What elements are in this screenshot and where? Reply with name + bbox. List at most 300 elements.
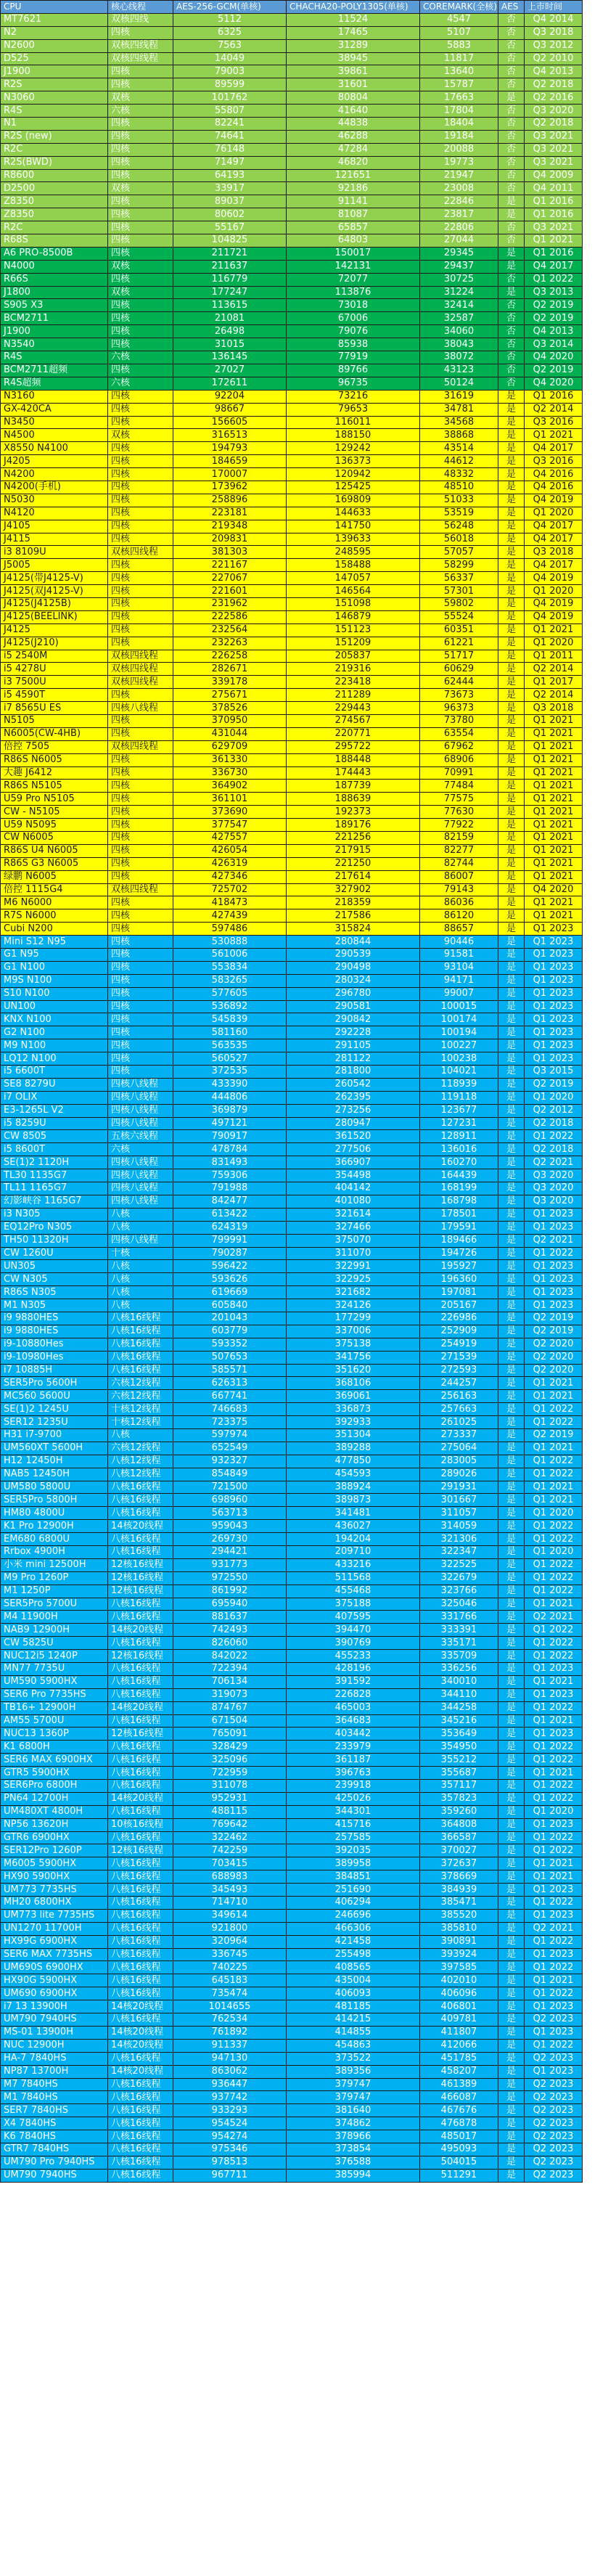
cell-cpu[interactable]: R86S U4 N6005 bbox=[1, 844, 108, 857]
cell-cpu[interactable]: Rrbox 4900H bbox=[1, 1545, 108, 1558]
cell-coremark[interactable]: 364808 bbox=[420, 1818, 498, 1831]
table-row[interactable] bbox=[1, 844, 583, 857]
cell-coremark[interactable]: 68906 bbox=[420, 753, 498, 766]
cell-date[interactable]: Q1 2021 bbox=[525, 870, 583, 883]
cell-chacha[interactable]: 375070 bbox=[287, 1234, 420, 1247]
cell-aes256[interactable]: 881637 bbox=[173, 1611, 287, 1624]
cell-cpu[interactable]: R4S超频 bbox=[1, 377, 108, 390]
table-row[interactable] bbox=[1, 1234, 583, 1247]
cell-date[interactable]: Q1 2023 bbox=[525, 1273, 583, 1286]
cell-coremark[interactable]: 119118 bbox=[420, 1091, 498, 1104]
cell-aes256[interactable]: 921800 bbox=[173, 1922, 287, 1935]
cell-cores[interactable]: 八核16线程 bbox=[108, 1507, 173, 1520]
cell-cores[interactable]: 四核 bbox=[108, 819, 173, 832]
cell-chacha[interactable]: 205837 bbox=[287, 650, 420, 663]
cell-aes[interactable]: 是 bbox=[498, 623, 525, 637]
cell-cores[interactable]: 四核 bbox=[108, 299, 173, 312]
cell-coremark[interactable]: 34568 bbox=[420, 416, 498, 429]
table-row[interactable] bbox=[1, 1299, 583, 1312]
cell-aes256[interactable]: 258896 bbox=[173, 494, 287, 507]
cell-aes[interactable]: 是 bbox=[498, 195, 525, 208]
cell-cpu[interactable]: D525 bbox=[1, 52, 108, 65]
cell-cpu[interactable]: N6005(CW-4HB) bbox=[1, 727, 108, 740]
cell-coremark[interactable]: 196360 bbox=[420, 1273, 498, 1286]
cell-date[interactable]: Q1 2023 bbox=[525, 1013, 583, 1026]
cell-aes[interactable]: 是 bbox=[498, 1442, 525, 1455]
cell-coremark[interactable]: 73673 bbox=[420, 689, 498, 702]
cell-aes256[interactable]: 79003 bbox=[173, 65, 287, 78]
cell-aes256[interactable]: 427346 bbox=[173, 870, 287, 883]
cell-date[interactable]: Q1 2021 bbox=[525, 806, 583, 819]
cell-date[interactable]: Q4 2011 bbox=[525, 182, 583, 195]
cell-cores[interactable]: 四核 bbox=[108, 780, 173, 793]
cell-aes256[interactable]: 232263 bbox=[173, 637, 287, 650]
cell-cores[interactable]: 四核 bbox=[108, 961, 173, 974]
cell-aes256[interactable]: 698960 bbox=[173, 1494, 287, 1507]
cell-aes256[interactable]: 177247 bbox=[173, 286, 287, 299]
cell-date[interactable]: Q3 2015 bbox=[525, 1066, 583, 1079]
cell-date[interactable]: Q4 2016 bbox=[525, 468, 583, 481]
cell-coremark[interactable]: 29437 bbox=[420, 260, 498, 273]
cell-cores[interactable]: 八核16线程 bbox=[108, 1987, 173, 2000]
cell-chacha[interactable]: 425026 bbox=[287, 1792, 420, 1805]
cell-aes[interactable]: 是 bbox=[498, 961, 525, 974]
table-row[interactable] bbox=[1, 2156, 583, 2169]
cell-date[interactable]: Q1 2022 bbox=[525, 1741, 583, 1754]
cell-date[interactable]: Q1 2022 bbox=[525, 1416, 583, 1429]
cell-cpu[interactable]: SER7 7840HS bbox=[1, 2104, 108, 2117]
cell-cores[interactable]: 四核 bbox=[108, 221, 173, 234]
cell-cpu[interactable]: N1 bbox=[1, 118, 108, 131]
cell-coremark[interactable]: 57057 bbox=[420, 546, 498, 559]
table-row[interactable] bbox=[1, 377, 583, 390]
cell-chacha[interactable]: 327902 bbox=[287, 883, 420, 896]
table-row[interactable] bbox=[1, 1727, 583, 1741]
cell-date[interactable]: Q1 2023 bbox=[525, 923, 583, 936]
cell-date[interactable]: Q1 2011 bbox=[525, 650, 583, 663]
cell-aes[interactable]: 否 bbox=[498, 169, 525, 182]
cell-aes256[interactable]: 339178 bbox=[173, 676, 287, 689]
cell-aes[interactable]: 是 bbox=[498, 1767, 525, 1780]
cell-chacha[interactable]: 89766 bbox=[287, 364, 420, 377]
cell-cores[interactable]: 14核20线程 bbox=[108, 2000, 173, 2013]
cell-cores[interactable]: 八核16线程 bbox=[108, 1909, 173, 1922]
cell-date[interactable]: Q2 2012 bbox=[525, 1104, 583, 1117]
cell-chacha[interactable]: 403442 bbox=[287, 1727, 420, 1741]
cell-aes[interactable]: 是 bbox=[498, 637, 525, 650]
cell-cores[interactable]: 四核 bbox=[108, 507, 173, 520]
cell-cores[interactable]: 四核 bbox=[108, 1039, 173, 1052]
cell-cores[interactable]: 双核四线程 bbox=[108, 39, 173, 52]
cell-coremark[interactable]: 322679 bbox=[420, 1571, 498, 1585]
cell-chacha[interactable]: 290539 bbox=[287, 949, 420, 962]
cell-coremark[interactable]: 168199 bbox=[420, 1182, 498, 1195]
cell-cores[interactable]: 双核四线程 bbox=[108, 883, 173, 896]
cell-chacha[interactable]: 218359 bbox=[287, 896, 420, 909]
cell-cpu[interactable]: J4105 bbox=[1, 520, 108, 533]
cell-cores[interactable]: 14核20线程 bbox=[108, 1624, 173, 1637]
cell-cores[interactable]: 四核 bbox=[108, 689, 173, 702]
cell-cores[interactable]: 10核16线程 bbox=[108, 1818, 173, 1831]
cell-date[interactable]: Q1 2023 bbox=[525, 1052, 583, 1066]
cell-chacha[interactable]: 454593 bbox=[287, 1468, 420, 1481]
cell-date[interactable]: Q1 2020 bbox=[525, 1091, 583, 1104]
cell-cores[interactable]: 八核16线程 bbox=[108, 2156, 173, 2169]
cell-cores[interactable]: 四核 bbox=[108, 832, 173, 845]
table-row[interactable] bbox=[1, 1286, 583, 1299]
cell-aes256[interactable]: 381303 bbox=[173, 546, 287, 559]
cell-coremark[interactable]: 178501 bbox=[420, 1208, 498, 1221]
cell-coremark[interactable]: 397585 bbox=[420, 1961, 498, 1974]
cell-cores[interactable]: 八核16线程 bbox=[108, 2052, 173, 2065]
cell-aes[interactable]: 是 bbox=[498, 1195, 525, 1208]
cell-cpu[interactable]: Cubi N200 bbox=[1, 923, 108, 936]
table-row[interactable] bbox=[1, 234, 583, 248]
table-row[interactable] bbox=[1, 182, 583, 195]
cell-date[interactable]: Q1 2022 bbox=[525, 1247, 583, 1260]
cell-cores[interactable]: 14核20线程 bbox=[108, 2065, 173, 2078]
cell-aes[interactable]: 是 bbox=[498, 663, 525, 676]
cell-aes[interactable]: 是 bbox=[498, 753, 525, 766]
cell-aes[interactable]: 是 bbox=[498, 1066, 525, 1079]
table-row[interactable] bbox=[1, 1558, 583, 1571]
table-row[interactable] bbox=[1, 247, 583, 260]
cell-cpu[interactable]: i3 8109U bbox=[1, 546, 108, 559]
cell-aes256[interactable]: 667741 bbox=[173, 1390, 287, 1403]
table-row[interactable] bbox=[1, 1831, 583, 1844]
cell-cpu[interactable]: R68S bbox=[1, 234, 108, 248]
cell-cores[interactable]: 八核16线程 bbox=[108, 1767, 173, 1780]
cell-chacha[interactable]: 257585 bbox=[287, 1831, 420, 1844]
cell-coremark[interactable]: 23008 bbox=[420, 182, 498, 195]
cell-coremark[interactable]: 340010 bbox=[420, 1675, 498, 1688]
cell-aes256[interactable]: 742493 bbox=[173, 1624, 287, 1637]
cell-chacha[interactable]: 67006 bbox=[287, 312, 420, 325]
cell-chacha[interactable]: 188639 bbox=[287, 793, 420, 806]
cell-aes[interactable]: 是 bbox=[498, 1598, 525, 1611]
cell-cpu[interactable]: i3 7500U bbox=[1, 676, 108, 689]
cell-date[interactable]: Q1 2023 bbox=[525, 1286, 583, 1299]
cell-cores[interactable]: 四核 bbox=[108, 896, 173, 909]
cell-aes256[interactable]: 1014655 bbox=[173, 2000, 287, 2013]
cell-cpu[interactable]: UM690 6900HX bbox=[1, 1987, 108, 2000]
cell-cpu[interactable]: GX-420CA bbox=[1, 403, 108, 416]
cell-cores[interactable]: 五核六线程 bbox=[108, 1130, 173, 1143]
table-row[interactable] bbox=[1, 1377, 583, 1390]
cell-chacha[interactable]: 281800 bbox=[287, 1066, 420, 1079]
cell-date[interactable]: Q2 2020 bbox=[525, 1364, 583, 1377]
cell-cores[interactable]: 四核八线程 bbox=[108, 1117, 173, 1130]
cell-aes[interactable]: 是 bbox=[498, 857, 525, 870]
cell-coremark[interactable]: 226986 bbox=[420, 1312, 498, 1325]
cell-coremark[interactable]: 17663 bbox=[420, 91, 498, 105]
cell-date[interactable]: Q1 2022 bbox=[525, 1468, 583, 1481]
cell-coremark[interactable]: 256163 bbox=[420, 1390, 498, 1403]
cell-aes[interactable]: 是 bbox=[498, 546, 525, 559]
cell-cpu[interactable]: AM55 5700U bbox=[1, 1714, 108, 1727]
cell-aes256[interactable]: 5112 bbox=[173, 13, 287, 26]
cell-cores[interactable]: 四核 bbox=[108, 312, 173, 325]
cell-aes256[interactable]: 978513 bbox=[173, 2156, 287, 2169]
table-row[interactable] bbox=[1, 1013, 583, 1026]
cell-aes[interactable]: 是 bbox=[498, 1987, 525, 2000]
cell-chacha[interactable]: 46820 bbox=[287, 156, 420, 169]
cell-cores[interactable]: 八核16线程 bbox=[108, 1675, 173, 1688]
cell-cpu[interactable]: G1 N100 bbox=[1, 961, 108, 974]
cell-aes[interactable]: 是 bbox=[498, 1494, 525, 1507]
cell-aes256[interactable]: 294421 bbox=[173, 1545, 287, 1558]
cell-coremark[interactable]: 82744 bbox=[420, 857, 498, 870]
cell-cpu[interactable]: NUC 12900H bbox=[1, 2039, 108, 2052]
cell-coremark[interactable]: 99007 bbox=[420, 987, 498, 1000]
cell-cores[interactable]: 八核16线程 bbox=[108, 2091, 173, 2104]
cell-aes[interactable]: 是 bbox=[498, 2065, 525, 2078]
cell-cores[interactable]: 八核16线程 bbox=[108, 1948, 173, 1961]
cell-aes256[interactable]: 626313 bbox=[173, 1377, 287, 1390]
cell-date[interactable]: Q1 2022 bbox=[525, 1792, 583, 1805]
cell-chacha[interactable]: 435004 bbox=[287, 1974, 420, 1987]
cell-aes[interactable]: 否 bbox=[498, 105, 525, 118]
cell-coremark[interactable]: 32587 bbox=[420, 312, 498, 325]
cell-cores[interactable]: 四核 bbox=[108, 857, 173, 870]
cell-chacha[interactable]: 260542 bbox=[287, 1078, 420, 1091]
cell-cores[interactable]: 四核八线程 bbox=[108, 1195, 173, 1208]
cell-cpu[interactable]: UM560XT 5600H bbox=[1, 1442, 108, 1455]
cell-date[interactable]: Q3 2018 bbox=[525, 546, 583, 559]
table-row[interactable] bbox=[1, 793, 583, 806]
cell-aes256[interactable]: 874767 bbox=[173, 1701, 287, 1714]
cell-cpu[interactable]: J4125(双J4125-V) bbox=[1, 585, 108, 598]
cell-aes256[interactable]: 325096 bbox=[173, 1754, 287, 1767]
cell-coremark[interactable]: 56018 bbox=[420, 533, 498, 546]
table-row[interactable] bbox=[1, 637, 583, 650]
cell-coremark[interactable]: 59802 bbox=[420, 597, 498, 610]
cell-date[interactable]: Q4 2019 bbox=[525, 610, 583, 623]
cell-date[interactable]: Q1 2020 bbox=[525, 585, 583, 598]
cell-cores[interactable]: 四核八线程 bbox=[108, 702, 173, 715]
cell-aes256[interactable]: 364902 bbox=[173, 780, 287, 793]
cell-aes256[interactable]: 652549 bbox=[173, 1442, 287, 1455]
cell-cpu[interactable]: J4205 bbox=[1, 455, 108, 468]
cell-cpu[interactable]: HA-7 7840HS bbox=[1, 2052, 108, 2065]
cell-chacha[interactable]: 354498 bbox=[287, 1169, 420, 1182]
cell-coremark[interactable]: 322347 bbox=[420, 1545, 498, 1558]
cell-chacha[interactable]: 364683 bbox=[287, 1714, 420, 1727]
cell-aes256[interactable]: 619669 bbox=[173, 1286, 287, 1299]
cell-date[interactable]: Q1 2022 bbox=[525, 1754, 583, 1767]
cell-aes256[interactable]: 791988 bbox=[173, 1182, 287, 1195]
cell-aes[interactable]: 是 bbox=[498, 702, 525, 715]
cell-cores[interactable]: 双核四线程 bbox=[108, 650, 173, 663]
cell-cpu[interactable]: MS-01 13900H bbox=[1, 2026, 108, 2039]
cell-chacha[interactable]: 221256 bbox=[287, 832, 420, 845]
cell-chacha[interactable]: 91141 bbox=[287, 195, 420, 208]
cell-aes[interactable]: 是 bbox=[498, 1221, 525, 1234]
cell-aes256[interactable]: 613422 bbox=[173, 1208, 287, 1221]
cell-coremark[interactable]: 43123 bbox=[420, 364, 498, 377]
cell-aes256[interactable]: 723375 bbox=[173, 1416, 287, 1429]
cell-chacha[interactable]: 144633 bbox=[287, 507, 420, 520]
cell-date[interactable]: Q2 2019 bbox=[525, 1078, 583, 1091]
table-row[interactable] bbox=[1, 936, 583, 949]
cell-aes[interactable]: 是 bbox=[498, 1247, 525, 1260]
cell-cores[interactable]: 八核16线程 bbox=[108, 1481, 173, 1494]
cell-cores[interactable]: 四核 bbox=[108, 1026, 173, 1039]
cell-cores[interactable]: 四核 bbox=[108, 949, 173, 962]
cell-aes[interactable]: 是 bbox=[498, 1507, 525, 1520]
cell-aes[interactable]: 是 bbox=[498, 832, 525, 845]
cell-aes256[interactable]: 372535 bbox=[173, 1066, 287, 1079]
cell-aes256[interactable]: 742259 bbox=[173, 1844, 287, 1857]
cell-date[interactable]: Q1 2023 bbox=[525, 936, 583, 949]
cell-cpu[interactable]: UM790 7940HS bbox=[1, 2013, 108, 2027]
table-row[interactable] bbox=[1, 260, 583, 273]
cell-chacha[interactable]: 233979 bbox=[287, 1741, 420, 1754]
table-row[interactable] bbox=[1, 2026, 583, 2039]
cell-aes[interactable]: 是 bbox=[498, 780, 525, 793]
cell-aes256[interactable]: 861992 bbox=[173, 1585, 287, 1598]
cell-date[interactable]: Q2 2020 bbox=[525, 1351, 583, 1364]
cell-cores[interactable]: 八核16线程 bbox=[108, 1831, 173, 1844]
cell-coremark[interactable]: 291931 bbox=[420, 1481, 498, 1494]
cell-date[interactable]: Q4 2009 bbox=[525, 169, 583, 182]
cell-aes[interactable]: 是 bbox=[498, 650, 525, 663]
table-row[interactable] bbox=[1, 806, 583, 819]
table-row[interactable] bbox=[1, 623, 583, 637]
cell-aes[interactable]: 是 bbox=[498, 403, 525, 416]
cell-coremark[interactable]: 43514 bbox=[420, 442, 498, 455]
cell-chacha[interactable]: 79076 bbox=[287, 325, 420, 338]
cell-cpu[interactable]: X8550 N4100 bbox=[1, 442, 108, 455]
cell-chacha[interactable]: 466306 bbox=[287, 1922, 420, 1935]
cell-cores[interactable]: 四核 bbox=[108, 65, 173, 78]
cell-coremark[interactable]: 77922 bbox=[420, 819, 498, 832]
header-aes256[interactable]: AES-256-GCM(单核) bbox=[173, 1, 287, 14]
cell-date[interactable]: Q2 2018 bbox=[525, 1143, 583, 1156]
cell-cpu[interactable]: i9-10880Hes bbox=[1, 1338, 108, 1351]
cell-cpu[interactable]: SER5Pro 5600H bbox=[1, 1377, 108, 1390]
cell-aes256[interactable]: 721500 bbox=[173, 1481, 287, 1494]
cell-aes[interactable]: 是 bbox=[498, 2013, 525, 2027]
cell-date[interactable]: Q1 2021 bbox=[525, 1714, 583, 1727]
cell-cores[interactable]: 八核16线程 bbox=[108, 1663, 173, 1676]
cell-date[interactable]: Q1 2023 bbox=[525, 1727, 583, 1741]
table-row[interactable] bbox=[1, 1780, 583, 1793]
cell-date[interactable]: Q1 2023 bbox=[525, 1818, 583, 1831]
cell-chacha[interactable]: 511568 bbox=[287, 1571, 420, 1585]
cell-coremark[interactable]: 466087 bbox=[420, 2091, 498, 2104]
cell-aes[interactable]: 是 bbox=[498, 1611, 525, 1624]
cell-aes[interactable]: 是 bbox=[498, 1182, 525, 1195]
header-cpu[interactable]: CPU bbox=[1, 1, 108, 14]
table-row[interactable] bbox=[1, 766, 583, 780]
table-row[interactable] bbox=[1, 390, 583, 403]
table-row[interactable] bbox=[1, 1078, 583, 1091]
cell-aes[interactable]: 是 bbox=[498, 1104, 525, 1117]
cell-aes[interactable]: 是 bbox=[498, 1299, 525, 1312]
cell-aes[interactable]: 是 bbox=[498, 1663, 525, 1676]
cell-cores[interactable]: 四核八线程 bbox=[108, 1182, 173, 1195]
table-row[interactable] bbox=[1, 1571, 583, 1585]
cell-chacha[interactable]: 221250 bbox=[287, 857, 420, 870]
cell-chacha[interactable]: 255498 bbox=[287, 1948, 420, 1961]
table-row[interactable] bbox=[1, 870, 583, 883]
cell-cores[interactable]: 12核16线程 bbox=[108, 1844, 173, 1857]
cell-coremark[interactable]: 38072 bbox=[420, 351, 498, 364]
cell-date[interactable]: Q2 2019 bbox=[525, 1312, 583, 1325]
table-row[interactable] bbox=[1, 546, 583, 559]
cell-coremark[interactable]: 283005 bbox=[420, 1455, 498, 1468]
cell-aes256[interactable]: 101762 bbox=[173, 91, 287, 105]
cell-aes256[interactable]: 536892 bbox=[173, 1000, 287, 1013]
cell-date[interactable]: Q1 2021 bbox=[525, 1598, 583, 1611]
cell-cpu[interactable]: N4120 bbox=[1, 507, 108, 520]
cell-coremark[interactable]: 51033 bbox=[420, 494, 498, 507]
cell-cores[interactable]: 八核16线程 bbox=[108, 1338, 173, 1351]
table-row[interactable] bbox=[1, 2065, 583, 2078]
cell-aes[interactable]: 是 bbox=[498, 1273, 525, 1286]
cell-aes256[interactable]: 227067 bbox=[173, 572, 287, 585]
cell-coremark[interactable]: 34781 bbox=[420, 403, 498, 416]
table-row[interactable] bbox=[1, 221, 583, 234]
cell-chacha[interactable]: 17465 bbox=[287, 26, 420, 39]
cell-cpu[interactable]: J4115 bbox=[1, 533, 108, 546]
cell-coremark[interactable]: 485017 bbox=[420, 2130, 498, 2143]
cell-date[interactable]: Q1 2020 bbox=[525, 637, 583, 650]
header-date[interactable]: 上市时间 bbox=[525, 1, 583, 14]
cell-aes256[interactable]: 211721 bbox=[173, 247, 287, 260]
cell-date[interactable]: Q4 2014 bbox=[525, 13, 583, 26]
cell-date[interactable]: Q1 2020 bbox=[525, 1507, 583, 1520]
table-row[interactable] bbox=[1, 520, 583, 533]
cell-aes[interactable]: 是 bbox=[498, 2156, 525, 2169]
cell-aes256[interactable]: 761892 bbox=[173, 2026, 287, 2039]
cell-cores[interactable]: 四核 bbox=[108, 118, 173, 131]
cell-cpu[interactable]: Z8350 bbox=[1, 208, 108, 221]
cell-coremark[interactable]: 252909 bbox=[420, 1325, 498, 1338]
cell-date[interactable]: Q2 2023 bbox=[525, 2117, 583, 2130]
cell-date[interactable]: Q1 2020 bbox=[525, 1545, 583, 1558]
table-row[interactable] bbox=[1, 753, 583, 766]
cell-aes[interactable]: 是 bbox=[498, 870, 525, 883]
cell-aes[interactable]: 是 bbox=[498, 2169, 525, 2182]
cell-cpu[interactable]: H31 i7-9700 bbox=[1, 1428, 108, 1442]
cell-chacha[interactable]: 404142 bbox=[287, 1182, 420, 1195]
cell-date[interactable]: Q2 2016 bbox=[525, 91, 583, 105]
cell-aes256[interactable]: 222586 bbox=[173, 610, 287, 623]
cell-cores[interactable]: 四核 bbox=[108, 714, 173, 727]
cell-coremark[interactable]: 62444 bbox=[420, 676, 498, 689]
cell-aes[interactable]: 是 bbox=[498, 1455, 525, 1468]
cell-aes[interactable]: 是 bbox=[498, 806, 525, 819]
cell-date[interactable]: Q3 2021 bbox=[525, 156, 583, 169]
cell-aes[interactable]: 否 bbox=[498, 312, 525, 325]
cell-cpu[interactable]: R2C bbox=[1, 143, 108, 156]
cell-cores[interactable]: 四核 bbox=[108, 806, 173, 819]
cell-chacha[interactable]: 341481 bbox=[287, 1507, 420, 1520]
cell-chacha[interactable]: 277506 bbox=[287, 1143, 420, 1156]
table-row[interactable] bbox=[1, 442, 583, 455]
cell-chacha[interactable]: 389288 bbox=[287, 1442, 420, 1455]
cell-date[interactable]: Q1 2023 bbox=[525, 1000, 583, 1013]
cell-aes[interactable]: 是 bbox=[498, 1078, 525, 1091]
cell-cpu[interactable]: N3160 bbox=[1, 390, 108, 403]
cell-coremark[interactable]: 359260 bbox=[420, 1805, 498, 1818]
cell-aes256[interactable]: 426054 bbox=[173, 844, 287, 857]
table-row[interactable] bbox=[1, 312, 583, 325]
cell-aes[interactable]: 是 bbox=[498, 819, 525, 832]
cell-cores[interactable]: 八核16线程 bbox=[108, 1611, 173, 1624]
